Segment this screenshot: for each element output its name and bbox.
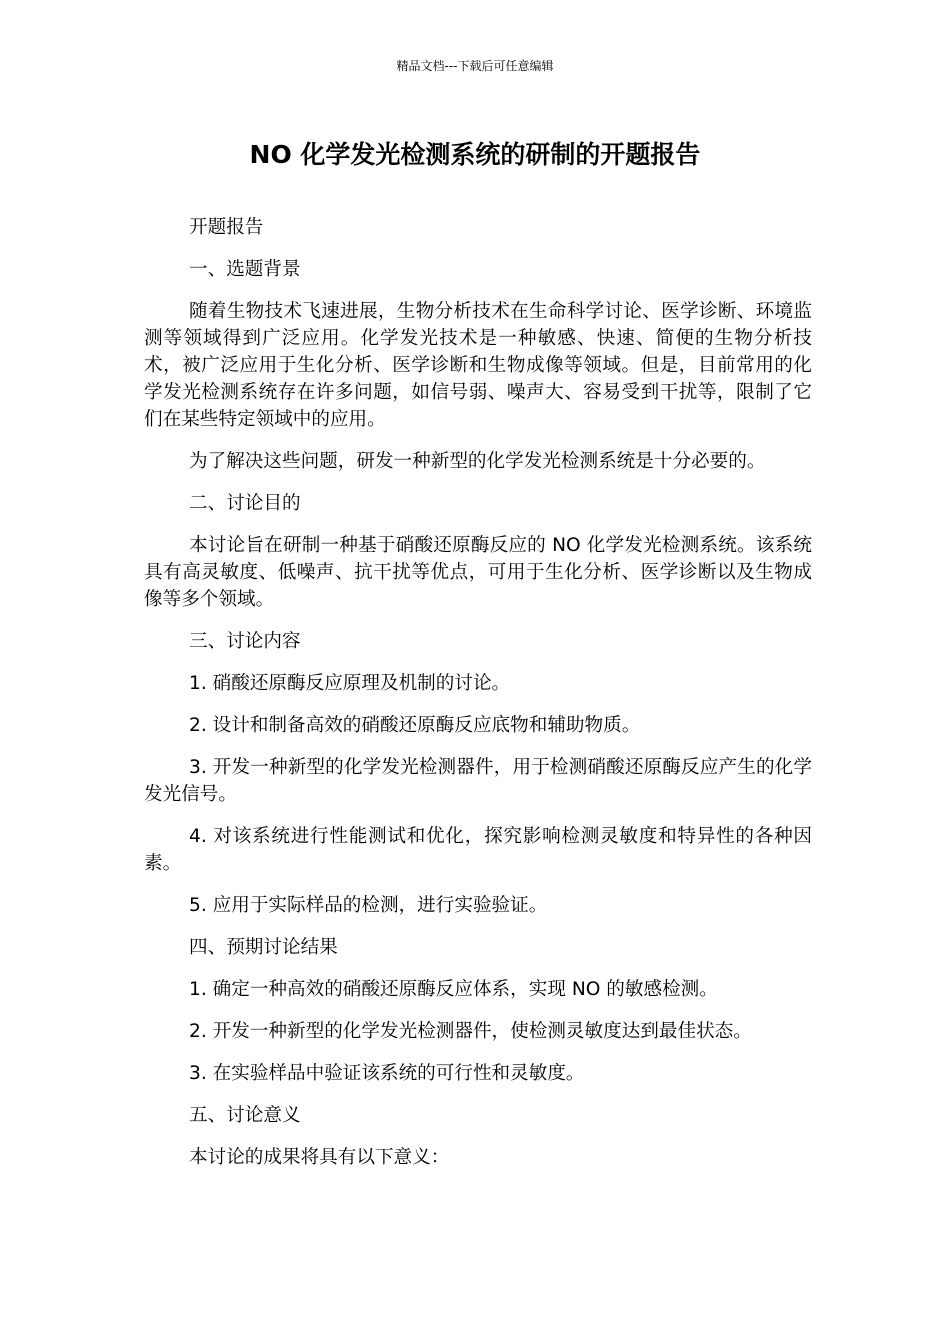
- result-item-2: 2. 开发一种新型的化学发光检测器件，使检测灵敏度达到最佳状态。: [189, 1021, 752, 1042]
- section-heading-significance: 五、讨论意义: [189, 1105, 301, 1126]
- page-header: 精品文档---下载后可任意编辑: [396, 59, 554, 73]
- paragraph-background: 随着生物技术飞速进展，生物分析技术在生命科学讨论、医学诊断、环境监测等领域得到广泛应用。化学发光技术是一种敏感、快速、简便的生物分析技术，被广泛应用于生化分析、医学诊断和生物成像等领域。但是，目前常用的化学发光检测系统存在许多问题，如信号弱、噪声大、容易受到干扰等，限制了它们在某些特定领域中的应用。: [144, 301, 812, 430]
- content-item-5: 5. 应用于实际样品的检测，进行实验验证。: [189, 895, 548, 916]
- document-body: [144, 214, 812, 1186]
- section-heading-purpose: 二、讨论目的: [189, 493, 301, 514]
- content-item-4: 4. 对该系统进行性能测试和优化，探究影响检测灵敏度和特异性的各种因素。: [144, 826, 812, 874]
- result-item-3: 3. 在实验样品中验证该系统的可行性和灵敏度。: [189, 1063, 585, 1084]
- section-heading-expected-results: 四、预期讨论结果: [189, 937, 338, 958]
- document-title: NO 化学发光检测系统的研制的开题报告: [249, 140, 701, 169]
- result-item-1: 1. 确定一种高效的硝酸还原酶反应体系，实现 NO 的敏感检测。: [189, 979, 718, 1000]
- paragraph-report-label: 开题报告: [189, 217, 264, 238]
- content-item-1: 1. 硝酸还原酶反应原理及机制的讨论。: [189, 673, 511, 694]
- paragraph-significance: 本讨论的成果将具有以下意义：: [189, 1147, 450, 1168]
- content-item-2: 2. 设计和制备高效的硝酸还原酶反应底物和辅助物质。: [189, 715, 641, 736]
- paragraph-purpose: 本讨论旨在研制一种基于硝酸还原酶反应的 NO 化学发光检测系统。该系统具有高灵敏度、低噪声、抗干扰等优点，可用于生化分析、医学诊断以及生物成像等多个领域。: [144, 535, 812, 610]
- content-item-3: 3. 开发一种新型的化学发光检测器件，用于检测硝酸还原酶反应产生的化学发光信号。: [144, 757, 812, 805]
- section-heading-content: 三、讨论内容: [189, 631, 301, 652]
- section-heading-background: 一、选题背景: [189, 259, 301, 280]
- paragraph-necessity: 为了解决这些问题，研发一种新型的化学发光检测系统是十分必要的。: [189, 451, 766, 472]
